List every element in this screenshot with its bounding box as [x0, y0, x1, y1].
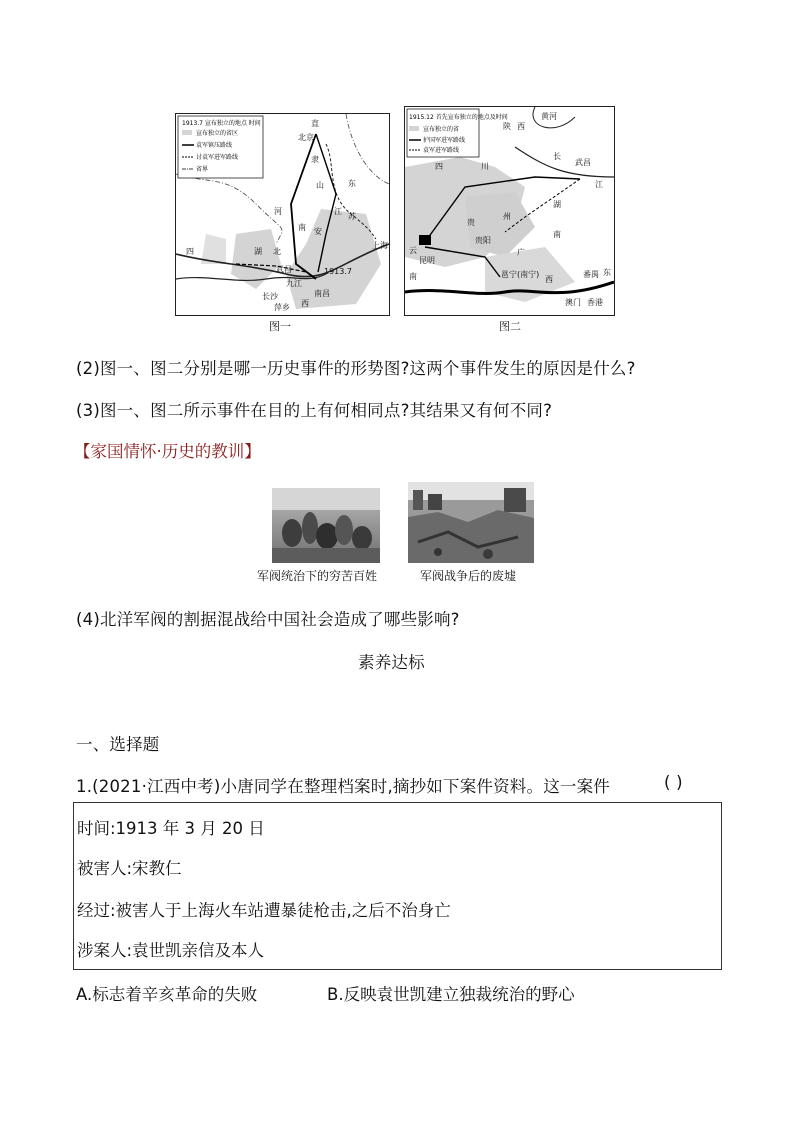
- map2-caption: 图二: [499, 320, 521, 333]
- map1-label: 北: [273, 247, 281, 256]
- case-suspect: 涉案人:袁世凯亲信及本人: [77, 941, 265, 960]
- map1-legend-item: 宣布独立的省区: [196, 130, 239, 137]
- map-second-revolution: [175, 113, 390, 316]
- option-b: B.反映袁世凯建立独裁统治的野心: [327, 985, 575, 1004]
- map2-label: 湖: [553, 200, 561, 209]
- map2-label: 澳门: [565, 298, 581, 307]
- photo-war-ruins: [408, 482, 534, 563]
- map1-label: 苏: [348, 212, 356, 221]
- map2-label: 贵: [467, 218, 475, 227]
- map2-label: 贵阳: [475, 236, 491, 245]
- map1-label: 河: [274, 207, 282, 216]
- map2-label: 川: [481, 162, 489, 171]
- map1-label: 安: [314, 227, 322, 236]
- map2-drawing: [405, 107, 614, 315]
- map1-label: 西: [301, 299, 309, 308]
- map1-legend-item: 讨袁军进军路线: [196, 154, 239, 161]
- question-3: (3)图一、图二所示事件在目的上有何相同点?其结果又有何不同?: [76, 401, 553, 420]
- case-victim: 被害人:宋教仁: [77, 859, 182, 878]
- question-2: (2)图一、图二分别是哪一历史事件的形势图?这两个事件发生的原因是什么?: [76, 359, 636, 378]
- map2-label: 陕: [503, 122, 511, 131]
- map1-label: 东: [348, 179, 356, 188]
- map1-label: 南昌: [314, 289, 330, 298]
- case-process: 经过:被害人于上海火车站遭暴徒枪击,之后不治身亡: [77, 901, 451, 920]
- case-time: 时间:1913 年 3 月 20 日: [77, 819, 265, 838]
- map1-label: 山: [316, 181, 324, 190]
- map2-label: 云: [409, 246, 417, 255]
- map2-label: 江: [595, 180, 603, 189]
- map1-label: 长沙: [262, 292, 278, 301]
- map2-legend-item: 护国军进军路线: [423, 137, 466, 144]
- section-heading-lesson: 【家国情怀·历史的教训】: [74, 442, 261, 461]
- map2-label: 西: [545, 275, 553, 284]
- map1-label: 萍乡: [274, 303, 290, 312]
- map1-legend-item: 1913.7 宣布独立的地点 时间: [182, 120, 261, 127]
- map2-label: 长: [553, 152, 561, 161]
- question-4: (4)北洋军阀的割据混战给中国社会造成了哪些影响?: [76, 610, 460, 629]
- map2-label: 番禺: [583, 270, 599, 279]
- map2-label: 广: [517, 248, 525, 257]
- map1-label: 武昌: [276, 265, 292, 274]
- map2-label: 四: [435, 162, 443, 171]
- map2-label: 南: [409, 272, 417, 281]
- map1-label: 直: [311, 119, 319, 128]
- map1-legend-item: 省界: [196, 166, 209, 173]
- map1-label: 隶: [311, 155, 319, 164]
- part-title-choice: 一、选择题: [76, 735, 160, 754]
- map1-label: 上海: [372, 241, 388, 250]
- map1-label: 北京: [298, 133, 314, 142]
- map2-legend-item: 宣布独立的省: [423, 126, 460, 133]
- map2-legend-item: 袁军进军路线: [423, 147, 460, 154]
- item1-stem: 1.(2021·江西中考)小唐同学在整理档案时,摘抄如下案件资料。这一案件: [76, 777, 610, 796]
- map2-legend-item: 1915.12 首先宣布独立的地点及时间: [409, 114, 508, 121]
- map1-label: 四: [186, 247, 194, 256]
- map2-label: 香港: [587, 298, 603, 307]
- item1-answer-paren: ( ): [664, 773, 683, 792]
- photo-poor-people-caption: 军阀统治下的穷苦百姓: [257, 569, 378, 583]
- map2-label: 南: [553, 230, 561, 239]
- map2-label: 东: [603, 268, 611, 277]
- map1-label: 南: [298, 223, 306, 232]
- photo-poor-people: [272, 488, 380, 563]
- map1-caption: 图一: [269, 320, 291, 333]
- map2-label: 黄河: [541, 112, 557, 121]
- map1-label: 九江: [286, 279, 302, 288]
- photo-war-ruins-caption: 军阀战争后的废墟: [420, 569, 517, 583]
- map1-label: 江: [334, 207, 342, 216]
- option-a: A.标志着辛亥革命的失败: [76, 985, 258, 1004]
- section-title: 素养达标: [358, 653, 425, 672]
- map1-label: 湖: [254, 247, 262, 256]
- map-national-protection-war: [404, 106, 615, 316]
- case-record-box: [73, 802, 722, 970]
- map2-label: 武昌: [575, 158, 591, 167]
- map1-legend-item: 袁军镇压路线: [196, 142, 233, 149]
- map2-label: 州: [503, 212, 511, 221]
- map1-label: 1913.7: [324, 267, 352, 276]
- map2-label: 西: [517, 122, 525, 131]
- map2-label: 邕宁(南宁): [501, 270, 540, 279]
- map2-label: 昆明: [419, 256, 435, 265]
- map1-drawing: [176, 114, 389, 315]
